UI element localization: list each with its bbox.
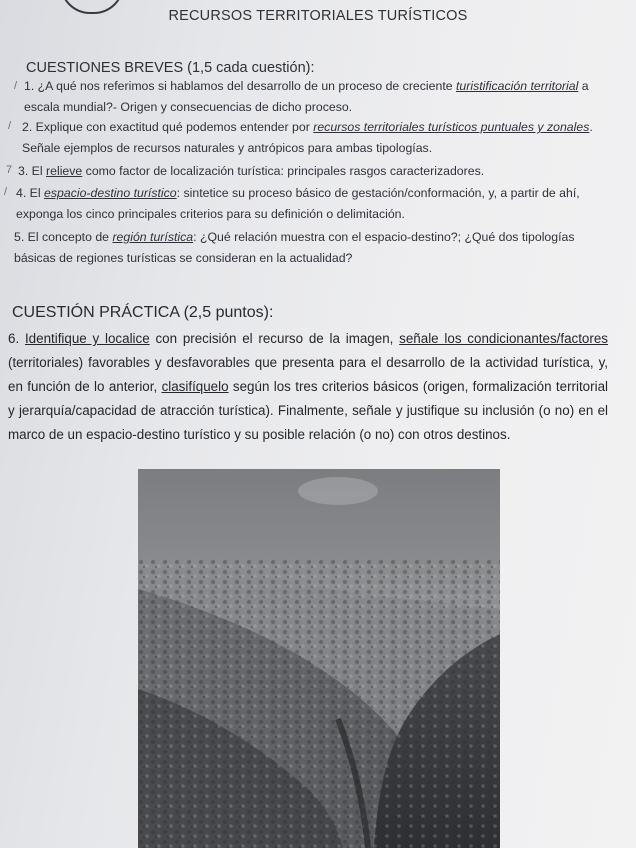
handwritten-mark: / <box>4 186 8 198</box>
question-6: 6. Identifique y localice con precisión el recurso de la imagen, señale los condicionantes/factores (territoriales) favorables y desfavorables que presenta para el desarrollo de la actividad turística, y, en función de lo anterior, clasifíquelo según los tres criterios básicos (origen, formalización territorial y jerarquía/capacidad de atracción turística). Finalmente, señale y justifique su inclusión (o no) en el marco de un espacio-destino turístico y su posible relación (o no) con otros destinos. <box>8 331 608 442</box>
photo-cloud <box>298 477 378 505</box>
question-1: 1. ¿A qué nos referimos si hablamos del desarrollo de un proceso de creciente turistificación territorial a escala mundial?- Origen y consecuencias de dicho proceso. <box>24 79 589 114</box>
section-heading-short-questions: CUESTIONES BREVES (1,5 cada cuestión): <box>26 60 315 76</box>
photo-vegetation-texture <box>138 559 500 848</box>
page-title: RECURSOS TERRITORIALES TURÍSTICOS <box>168 8 468 24</box>
landscape-photo <box>138 469 500 848</box>
section-heading-practical-question: CUESTIÓN PRÁCTICA (2,5 puntos): <box>12 304 274 321</box>
question-3: 3. El relieve como factor de localización turística: principales rasgos caracterizadores. <box>18 164 485 178</box>
handwritten-mark: 7 <box>6 164 13 176</box>
handwritten-mark: / <box>8 120 12 132</box>
question-2: 2. Explique con exactitud qué podemos entender por recursos territoriales turísticos puntuales y zonales. Señale ejemplos de recursos naturales y antrópicos para ambas tipologías. <box>22 120 593 155</box>
handwritten-mark: / <box>14 80 18 92</box>
question-4: 4. El espacio-destino turístico: sintetice su proceso básico de gestación/conformación, y, a partir de ahí, exponga los cinco principales criterios para su definición o delimitación. <box>16 186 580 221</box>
question-5: 5. El concepto de región turística: ¿Qué relación muestra con el espacio-destino?; ¿Qué dos tipologías básicas de regiones turísticas se consideran en la actualidad? <box>14 230 575 265</box>
